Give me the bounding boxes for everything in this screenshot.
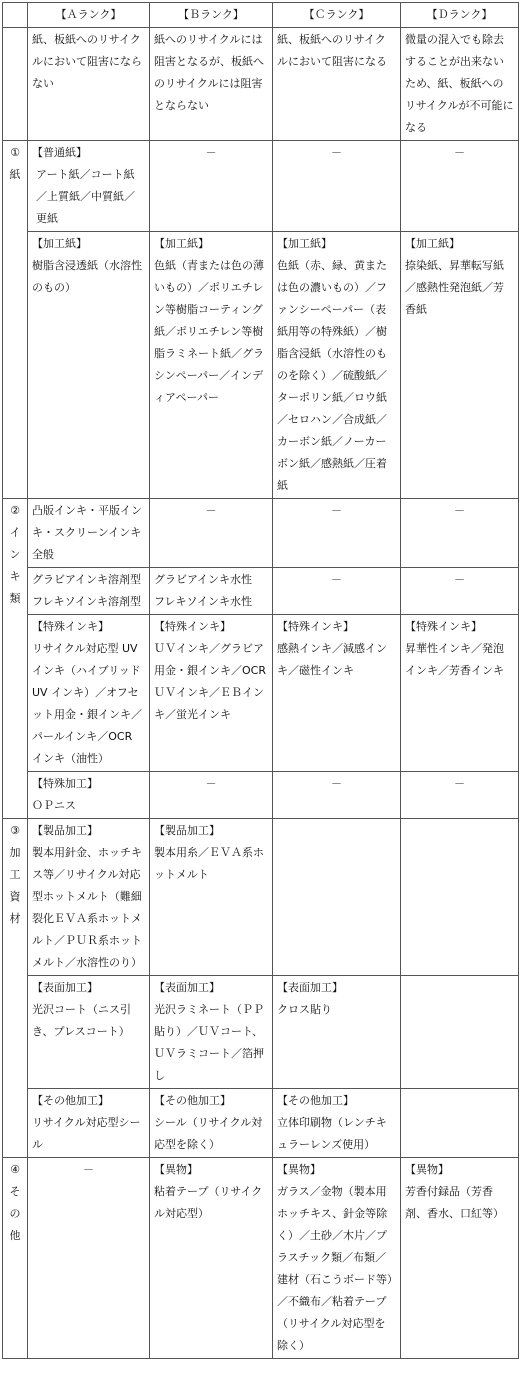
category-label: 【特殊加工】 <box>32 777 98 790</box>
description-rank-c: 紙、板紙へのリサイクルにおいて阻害になる <box>273 28 401 141</box>
cell-ink-special-finish-b: － <box>150 772 273 819</box>
cell-ink-special-finish-a <box>28 772 150 819</box>
cell-ink-special-finish-c: － <box>273 772 401 819</box>
cell-ink-special-b <box>150 615 273 772</box>
cell-proc-surface-c <box>273 976 401 1089</box>
cell-text: 色紙（赤、緑、黄または色の濃いもの）／ファンシーペーパー（表紙用等の特殊紙）／樹脂含浸紙（水溶性のものを除く）／硫酸紙／ターポリン紙／ロウ紙／セロハン／合成紙／カーボン紙／ノーカーボン紙／感熱紙／圧着紙 <box>277 259 387 492</box>
section-char: ン <box>9 548 21 561</box>
cell-text: リサイクル対応型シール <box>32 1116 141 1151</box>
cell-ink-special-finish-d: － <box>401 772 519 819</box>
header-empty-cell <box>3 3 28 28</box>
cell-ink-special-a <box>28 615 150 772</box>
category-label: 【加工紙】 <box>405 237 460 250</box>
table-row-proc-surface <box>3 976 519 1089</box>
cell-other-foreign-a: － <box>28 1158 150 1359</box>
category-label: 【その他加工】 <box>32 1094 109 1107</box>
cell-text: 芳香付録品（芳香剤、香水、口紅等） <box>405 1185 504 1220</box>
cell-text: クロス貼り <box>277 1003 332 1016</box>
cell-paper-processed-a <box>28 232 150 499</box>
cell-paper-plain-c: － <box>273 141 401 232</box>
cell-ink-letterpress-a <box>28 499 150 568</box>
category-label: 【表面加工】 <box>277 981 343 994</box>
section-char: の <box>9 1207 21 1220</box>
cell-text: 樹脂含浸透紙（水溶性のもの） <box>32 259 142 294</box>
cell-proc-product-d <box>401 819 519 976</box>
cell-proc-other-b <box>150 1089 273 1158</box>
recyclability-rank-table <box>2 2 519 1359</box>
header-rank-a: 【Ａランク】 <box>28 3 150 28</box>
section-char: 工 <box>9 868 21 881</box>
cell-ink-special-d <box>401 615 519 772</box>
table-row-proc-other <box>3 1089 519 1158</box>
category-label: 【特殊インキ】 <box>154 620 231 633</box>
cell-ink-gravure-c: － <box>273 568 401 615</box>
cell-ink-letterpress-b: － <box>150 499 273 568</box>
cell-proc-product-c <box>273 819 401 976</box>
cell-other-foreign-d <box>401 1158 519 1359</box>
category-label: 【製品加工】 <box>154 824 220 837</box>
header-row <box>3 3 519 28</box>
cell-paper-plain-d: － <box>401 141 519 232</box>
header-rank-b: 【Ｂランク】 <box>150 3 273 28</box>
cell-proc-other-d <box>401 1089 519 1158</box>
section-label-paper <box>3 141 28 499</box>
description-row <box>3 28 519 141</box>
cell-text: 昇華性インキ／発泡インキ／芳香インキ <box>405 642 504 677</box>
cell-proc-other-a <box>28 1089 150 1158</box>
cell-ink-letterpress-d: － <box>401 499 519 568</box>
category-label: 【異物】 <box>277 1163 321 1176</box>
cell-ink-gravure-a <box>28 568 150 615</box>
section-char: 他 <box>9 1229 21 1242</box>
category-label: 【異物】 <box>405 1163 449 1176</box>
cell-paper-plain-b: － <box>150 141 273 232</box>
section-number: ④ <box>10 1163 20 1176</box>
cell-other-foreign-b <box>150 1158 273 1359</box>
description-rank-a: 紙、板紙へのリサイクルにおいて阻害にならない <box>28 28 150 141</box>
section-label-ink <box>3 499 28 819</box>
section-char: 類 <box>9 592 21 605</box>
cell-paper-processed-c <box>273 232 401 499</box>
cell-text: ガラス／金物（製本用ホッチキス、針金等除く）／土砂／木片／プラスチック類／布類／建材（石こうボード等）／不織布／粘着テープ（リサイクル対応型を除く） <box>277 1185 393 1352</box>
category-label: 【普通紙】 <box>32 146 87 159</box>
cell-text: 製本用糸／ＥＶＡ系ホットメルト <box>154 846 264 881</box>
table-row-paper-processed <box>3 232 519 499</box>
table-row-paper-plain <box>3 141 519 232</box>
cell-text: 立体印刷物（レンチキュラーレンズ使用） <box>277 1116 387 1151</box>
cell-other-foreign-c <box>273 1158 401 1359</box>
category-label: 【表面加工】 <box>32 981 98 994</box>
cell-text: フレキソインキ溶剤型 <box>32 595 142 608</box>
cell-text: 製本用針金、ホッチキス等／リサイクル対応型ホットメルト（難細裂化ＥＶＡ系ホットメルト／ＰＵＲ系ホットメルト／水溶性のり） <box>32 846 142 969</box>
section-char: キ <box>9 570 21 583</box>
table-row-ink-letterpress <box>3 499 519 568</box>
cell-paper-plain-a <box>28 141 150 232</box>
cell-text: 光沢コート（ニス引き、プレスコート） <box>32 1003 131 1038</box>
cell-text: 色紙（青または色の薄いもの）／ポリエチレン等樹脂コーティング紙／ポリエチレン等樹脂ラミネート紙／グラシンペーパー／インディアペーパー <box>154 259 264 404</box>
cell-ink-gravure-d: － <box>401 568 519 615</box>
category-label: 【特殊インキ】 <box>32 620 109 633</box>
cell-text: フレキソインキ水性 <box>154 595 253 608</box>
section-label-processing <box>3 819 28 1158</box>
cell-text: 感熱インキ／減感インキ／磁性インキ <box>277 642 387 677</box>
category-label: 【異物】 <box>154 1163 198 1176</box>
cell-text: シール（リサイクル対応型を除く） <box>154 1116 263 1151</box>
cell-proc-surface-a <box>28 976 150 1089</box>
category-label: 【加工紙】 <box>277 237 332 250</box>
cell-text: ＵＶインキ／グラビア用金・銀インキ／OCR ＵＶインキ／ＥＢインキ／蛍光インキ <box>154 642 270 721</box>
cell-text: リサイクル対応型 UV インキ（ハイブリッド UV インキ）／オフセット用金・銀インキ／パールインキ／OCR インキ（油性） <box>32 642 145 765</box>
section-char: そ <box>9 1185 21 1198</box>
cell-text: ＯＰニス <box>32 799 76 812</box>
cell-ink-gravure-b <box>150 568 273 615</box>
description-rank-b: 紙へのリサイクルには阻害となるが、板紙へのリサイクルには阻害とならない <box>150 28 273 141</box>
category-label: 【その他加工】 <box>277 1094 354 1107</box>
header-rank-c: 【Ｃランク】 <box>273 3 401 28</box>
section-label-other <box>3 1158 28 1359</box>
cell-paper-processed-b <box>150 232 273 499</box>
category-label: 【加工紙】 <box>32 237 87 250</box>
table-row-ink-gravure <box>3 568 519 615</box>
table-row-ink-special-finish <box>3 772 519 819</box>
section-char: 紙 <box>9 168 21 181</box>
section-number: ① <box>10 146 20 159</box>
table-row-proc-product <box>3 819 519 976</box>
cell-proc-product-b <box>150 819 273 976</box>
section-char: イ <box>9 526 21 539</box>
cell-proc-surface-d <box>401 976 519 1089</box>
cell-text: グラビアインキ水性 <box>154 573 253 586</box>
cell-ink-special-c <box>273 615 401 772</box>
category-label: 【特殊インキ】 <box>405 620 482 633</box>
section-char: 加 <box>9 846 21 859</box>
cell-text: グラビアインキ溶剤型 <box>32 573 142 586</box>
section-char: 資 <box>9 890 21 903</box>
cell-text: 光沢ラミネート（ＰＰ貼り）／ＵＶコート、ＵＶラミコート／箔押し <box>154 1003 264 1082</box>
category-label: 【加工紙】 <box>154 237 209 250</box>
table-row-ink-special <box>3 615 519 772</box>
cell-text: アート紙／コート紙／上質紙／中質紙／更紙 <box>36 168 135 225</box>
header-rank-d: 【Ｄランク】 <box>401 3 519 28</box>
table-row-other-foreign <box>3 1158 519 1359</box>
category-label: 【製品加工】 <box>32 824 98 837</box>
cell-ink-letterpress-c: － <box>273 499 401 568</box>
category-label: 【表面加工】 <box>154 981 220 994</box>
section-number: ③ <box>10 824 20 837</box>
description-rank-d: 微量の混入でも除去することが出来ないため、紙、板紙へのリサイクルが不可能になる <box>401 28 519 141</box>
cell-text: 凸版インキ・平版インキ・スクリーンインキ全般 <box>32 504 142 561</box>
cell-text: 粘着テープ（リサイクル対応型） <box>154 1185 263 1220</box>
cell-proc-product-a <box>28 819 150 976</box>
cell-paper-processed-d <box>401 232 519 499</box>
cell-text: 捺染紙、昇華転写紙／感熱性発泡紙／芳香紙 <box>405 259 504 316</box>
category-label: 【その他加工】 <box>154 1094 231 1107</box>
section-char: 材 <box>9 912 21 925</box>
category-label: 【特殊インキ】 <box>277 620 354 633</box>
description-empty-cell <box>3 28 28 141</box>
cell-proc-surface-b <box>150 976 273 1089</box>
section-number: ② <box>10 504 20 517</box>
cell-proc-other-c <box>273 1089 401 1158</box>
